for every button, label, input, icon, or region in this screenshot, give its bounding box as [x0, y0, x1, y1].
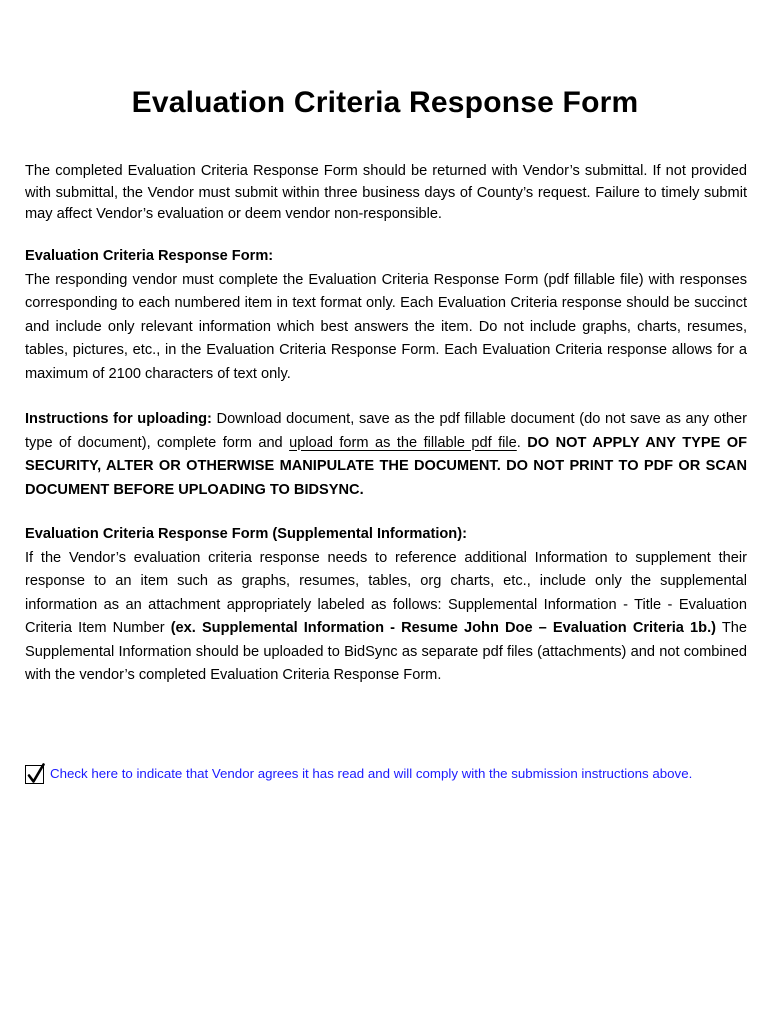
warning-text: DO NOT APPLY ANY TYPE OF SECURITY, ALTER OR OTHERWISE MANIPULATE THE DOCUMENT. DO NOT PRINT TO PDF OR SCAN DOCUMENT BEFORE UPLOADING TO BIDSYNC.	[25, 434, 748, 498]
agreement-checkbox[interactable]	[25, 765, 44, 784]
section-upload-instructions	[25, 408, 747, 502]
agreement-label[interactable]: Check here to indicate that Vendor agrees it has read and will comply with the submission instructions above.	[50, 766, 693, 781]
instruction-text-end: .	[516, 434, 528, 451]
intro-paragraph: The completed Evaluation Criteria Response Form should be returned with Vendor’s submittal. If not provided with submittal, the Vendor must submit within three business days of County’s request. Failure to timely submit may affect Vendor’s evaluation or deem vendor non-responsible.	[25, 163, 747, 222]
section-body: The responding vendor must complete the Evaluation Criteria Response Form (pdf fillable file) with responses corresponding to each numbered item in text format only. Each Evaluation Criteria response should be succinct and include only relevant information which best answers the item. Do not include graphs, charts, resumes, tables, pictures, etc., in the Evaluation Criteria Response Form. Each Evaluation Criteria response allows for a maximum of 2100 characters of text only.	[25, 271, 747, 382]
agreement-checkbox-row[interactable]	[25, 762, 755, 786]
upload-instruction-underlined: upload form as the fillable pdf file	[289, 434, 517, 451]
section-heading: Instructions for uploading:	[25, 411, 212, 427]
section-response-form	[25, 245, 747, 386]
checkmark-icon	[26, 763, 46, 785]
supplemental-text: If the Vendor’s evaluation criteria response needs to reference additional Information to supplement their response to an item such as graphs, resumes, tables, org charts, etc., include only the supplemental information as an attachment appropriately labeled as follows: Supplemental Information - Title - Evaluation Criteria Item Number	[25, 549, 747, 636]
page-title: Evaluation Criteria Response Form	[131, 86, 639, 119]
section-body	[25, 547, 747, 688]
section-heading: Evaluation Criteria Response Form:	[25, 248, 274, 264]
section-heading: Evaluation Criteria Response Form (Supplemental Information):	[25, 526, 467, 542]
section-supplemental-info	[25, 523, 747, 688]
supplemental-example: (ex. Supplemental Information - Resume John Doe – Evaluation Criteria 1b.)	[170, 620, 716, 636]
supplemental-text-end: The Supplemental Information should be uploaded to BidSync as separate pdf files (attachments) and not combined with the vendor’s completed Evaluation Criteria Response Form.	[25, 620, 748, 683]
instruction-text: Download document, save as the pdf fillable document (do not save as any other type of document), complete form and	[25, 411, 747, 451]
